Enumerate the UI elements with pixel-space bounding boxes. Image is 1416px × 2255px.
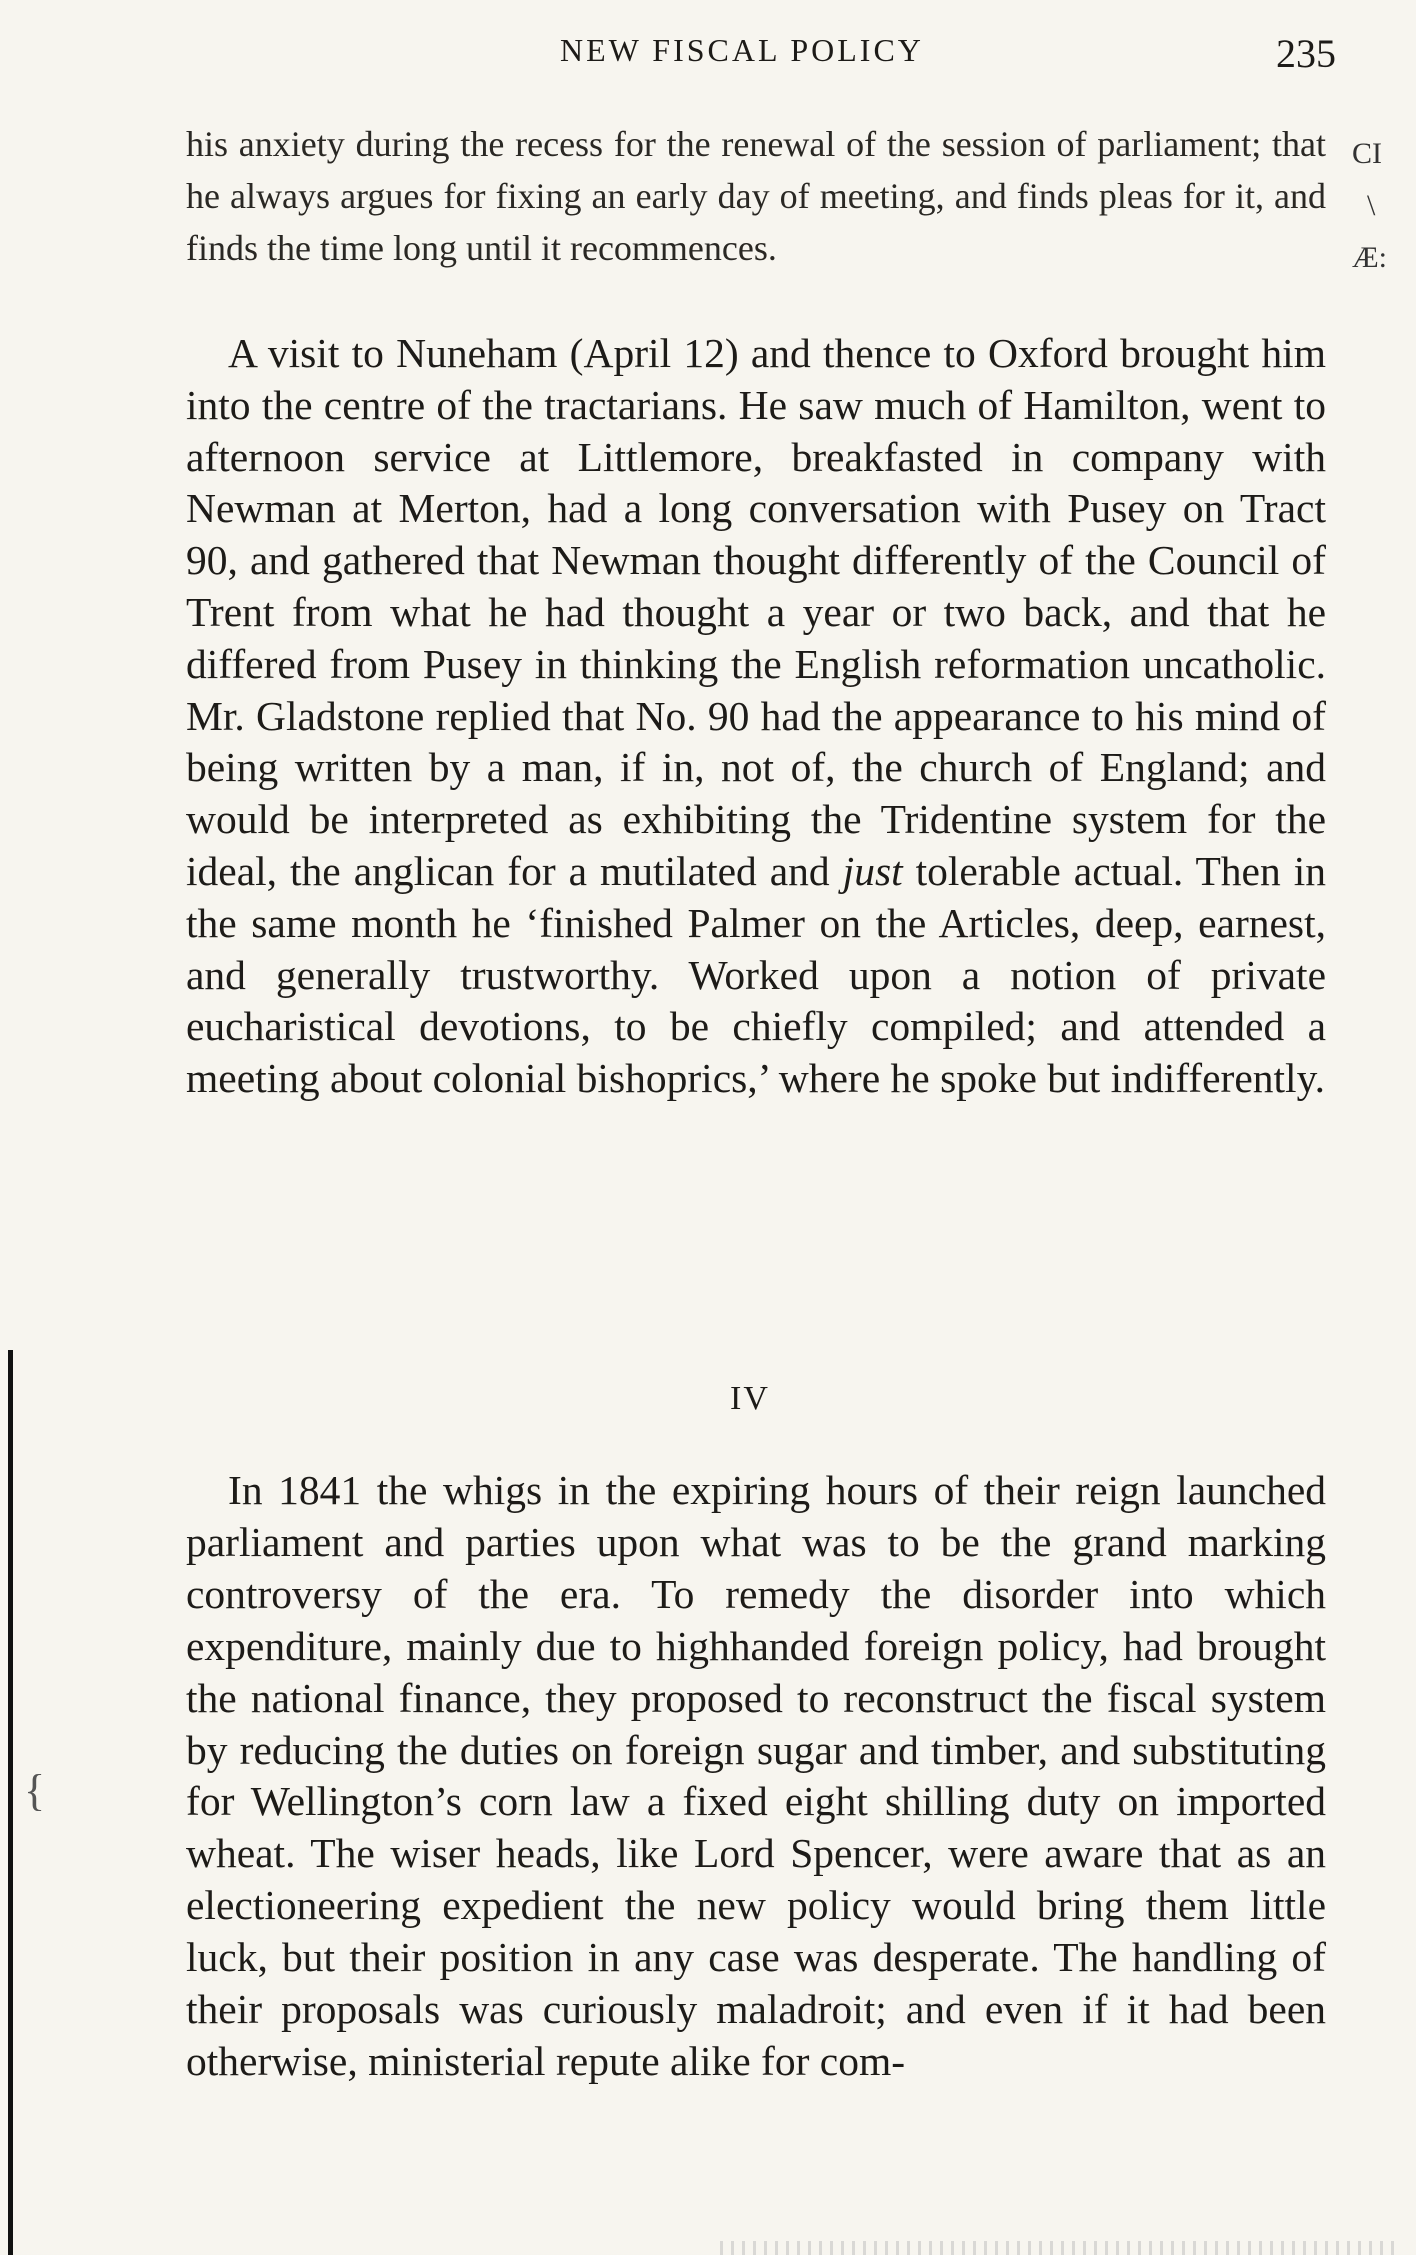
paragraph-text: tolerable actual. Then in the same month he ‘finished Palmer on the Articles, deep, earnest, and generally trustworthy. Worked upon a notion of private eucharistical devotions, to be chiefly compiled; and attended a meeting about colonial bishoprics,’ where he spoke but indifferently.: [186, 847, 1326, 1102]
paragraph-oxford-visit: [186, 328, 1326, 1105]
paragraph-fiscal-policy: In 1841 the whigs in the expiring hours of their reign launched parliament and parties upon what was to be the grand marking controversy of the era. To remedy the disorder into which expenditure, mainly due to highhanded foreign policy, had brought the national finance, they proposed to reconstruct the fiscal system by reducing the duties on foreign sugar and timber, and substituting for Wellington’s corn law a fixed eight shilling duty on imported wheat. The wiser heads, like Lord Spencer, were aware that as an electioneering expedient the new policy would bring them little luck, but their position in any case was desperate. The handling of their proposals was curiously maladroit; and even if it had been otherwise, ministerial repute alike for com-: [186, 1467, 1326, 2084]
running-head: NEW FISCAL POLICY: [560, 32, 924, 68]
scan-noise: [720, 2241, 1400, 2255]
paragraph-quote-continuation: his anxiety during the recess for the renewal of the session of parliament; that he always argues for fixing an early day of meeting, and finds pleas for it, and finds the time long until it recommences.: [186, 124, 1326, 268]
section-heading: IV: [730, 1380, 770, 1417]
italic-emphasis: just: [842, 847, 903, 894]
binding-edge-shadow: [8, 1350, 13, 2255]
page-number: 235: [1276, 31, 1336, 76]
paragraph-text: A visit to Nuneham (April 12) and thence to Oxford brought him into the centre of the tractarians. He saw much of Hamilton, went to afternoon service at Littlemore, breakfasted in company with Newman at Merton, had a long conversation with Pusey on Tract 90, and gathered that Newman thought differently of the Council of Trent from what he had thought a year or two back, and that he differed from Pusey in thinking the English reformation uncatholic. Mr. Gladstone replied that No. 90 had the appearance to his mind of being written by a man, if in, not of, the church of England; and would be interpreted as exhibiting the Tridentine system for the ideal, the anglican for a mutilated and: [186, 330, 1326, 894]
facing-page-fragment: CI \ Æ:: [1352, 137, 1388, 274]
margin-mark: {: [24, 1766, 46, 1815]
